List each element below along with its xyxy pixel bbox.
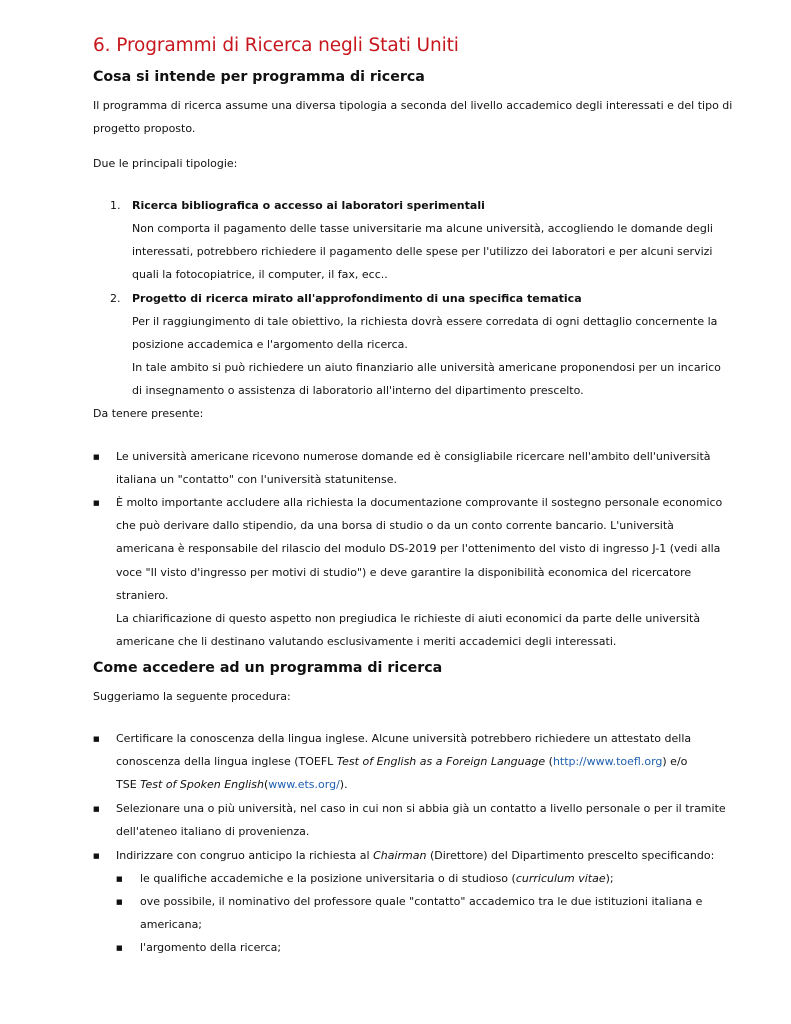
list-number-1: 1. bbox=[110, 199, 121, 212]
step1-line-3-text-a: TSE bbox=[116, 778, 141, 791]
bullet-icon: ■ bbox=[116, 944, 123, 952]
note2-line-3: americana è responsabile del rilascio del modulo DS-2019 per l'ottenimento del visto di ingresso J-1 (vedi alla bbox=[116, 542, 721, 555]
procedure-intro: Suggeriamo la seguente procedura: bbox=[93, 690, 291, 703]
toefl-link[interactable]: http://www.toefl.org bbox=[552, 755, 663, 768]
note1-line-1: Le università americane ricevono numerose domande ed è consigliabile ricercare nell'ambito dell'università bbox=[116, 450, 711, 463]
item1-line-2: interessati, potrebbero richiedere il pagamento delle spese per l'utilizzo dei laboratori e per alcuni servizi bbox=[132, 245, 713, 258]
note2-line-2: che può derivare dallo stipendio, da una borsa di studio o da un conto corrente bancario. L'università bbox=[116, 519, 674, 532]
step3-line-1-text-b: (Direttore) del Dipartimento prescelto specificando: bbox=[426, 849, 715, 862]
bullet-icon: ■ bbox=[116, 898, 123, 906]
step1-line-2-text-a: conoscenza della lingua inglese (TOEFL bbox=[116, 755, 337, 768]
bullet-icon: ■ bbox=[116, 875, 123, 883]
curriculum-vitae-term: curriculum vitae bbox=[515, 872, 606, 885]
note1-line-2: italiana un "contatto" con l'università statunitense. bbox=[116, 473, 397, 486]
note2-line-6: La chiarificazione di questo aspetto non pregiudica le richieste di aiuti economici da parte delle università bbox=[116, 612, 701, 625]
item2-line-2: posizione accademica e l'argomento della ricerca. bbox=[132, 338, 408, 351]
note-intro: Da tenere presente: bbox=[93, 407, 204, 420]
bullet-icon: ■ bbox=[93, 805, 100, 813]
note2-line-4: voce "Il visto d'ingresso per motivi di studio") e deve garantire la disponibilità economica del ricercatore bbox=[116, 566, 692, 579]
step1-line-2-text-b: ( bbox=[545, 755, 553, 768]
chairman-term: Chairman bbox=[373, 849, 427, 862]
item2-line-1: Per il raggiungimento di tale obiettivo, la richiesta dovrà essere corredata di ogni dettaglio concernente la bbox=[132, 315, 718, 328]
tse-full-name: Test of Spoken English bbox=[140, 778, 264, 791]
bullet-icon: ■ bbox=[93, 852, 100, 860]
step2-line-2: dell'ateneo italiano di provenienza. bbox=[116, 825, 310, 838]
step1-line-2-text-c: ) e/o bbox=[662, 755, 688, 768]
page-title: 6. Programmi di Ricerca negli Stati Uniti bbox=[93, 35, 459, 56]
step3-sub2-line-1: ove possibile, il nominativo del professore quale "contatto" accademico tra le due istituzioni italiana e bbox=[140, 895, 703, 908]
step2-line-1: Selezionare una o più università, nel caso in cui non si abbia già un contatto a livello personale o per il tramite bbox=[116, 802, 726, 815]
note2-line-5: straniero. bbox=[116, 589, 169, 602]
item1-line-1: Non comporta il pagamento delle tasse universitarie ma alcune università, accogliendo le domande degli bbox=[132, 222, 713, 235]
bullet-icon: ■ bbox=[93, 453, 100, 461]
step3-sub3: l'argomento della ricerca; bbox=[140, 941, 282, 954]
step3-line-1 bbox=[116, 849, 714, 863]
step3-sub1-text-b: ); bbox=[605, 872, 614, 885]
list-number-2: 2. bbox=[110, 292, 121, 305]
section-heading-what-is: Cosa si intende per programma di ricerca bbox=[93, 69, 425, 85]
bullet-icon: ■ bbox=[93, 499, 100, 507]
step1-line-3-text-b: ( bbox=[263, 778, 269, 791]
item2-title: Progetto di ricerca mirato all'approfondimento di una specifica tematica bbox=[132, 292, 582, 305]
step1-line-2 bbox=[116, 755, 687, 769]
section-heading-how-to-access: Come accedere ad un programma di ricerca bbox=[93, 660, 443, 676]
step3-sub2-line-2: americana; bbox=[140, 918, 203, 931]
item1-line-3: quali la fotocopiatrice, il computer, il fax, ecc.. bbox=[132, 268, 388, 281]
step3-line-1-text-a: Indirizzare con congruo anticipo la richiesta al bbox=[116, 849, 374, 862]
step3-sub1-text-a: le qualifiche accademiche e la posizione universitaria o di studioso ( bbox=[140, 872, 516, 885]
item2-line-4: di insegnamento o assistenza di laboratorio all'interno del dipartimento prescelto. bbox=[132, 384, 584, 397]
bullet-icon: ■ bbox=[93, 735, 100, 743]
step1-line-1: Certificare la conoscenza della lingua inglese. Alcune università potrebbero richiedere un attestato della bbox=[116, 732, 692, 745]
step3-sub1 bbox=[140, 872, 614, 886]
step1-line-3-text-c: ). bbox=[339, 778, 348, 791]
types-intro: Due le principali tipologie: bbox=[93, 157, 238, 170]
item1-title: Ricerca bibliografica o accesso ai laboratori sperimentali bbox=[132, 199, 485, 212]
ets-link[interactable]: www.ets.org/ bbox=[268, 778, 340, 791]
note2-line-1: È molto importante accludere alla richiesta la documentazione comprovante il sostegno personale economico bbox=[116, 496, 723, 509]
toefl-full-name: Test of English as a Foreign Language bbox=[336, 755, 546, 768]
note2-line-7: americane che li destinano valutando esclusivamente i meriti accademici degli interessati. bbox=[116, 635, 617, 648]
intro-line-2: progetto proposto. bbox=[93, 122, 196, 135]
step1-line-3 bbox=[116, 778, 348, 792]
intro-line-1: Il programma di ricerca assume una diversa tipologia a seconda del livello accademico degli interessati e del tipo di bbox=[93, 99, 733, 112]
item2-line-3: In tale ambito si può richiedere un aiuto finanziario alle università americane proponendosi per un incarico bbox=[132, 361, 721, 374]
